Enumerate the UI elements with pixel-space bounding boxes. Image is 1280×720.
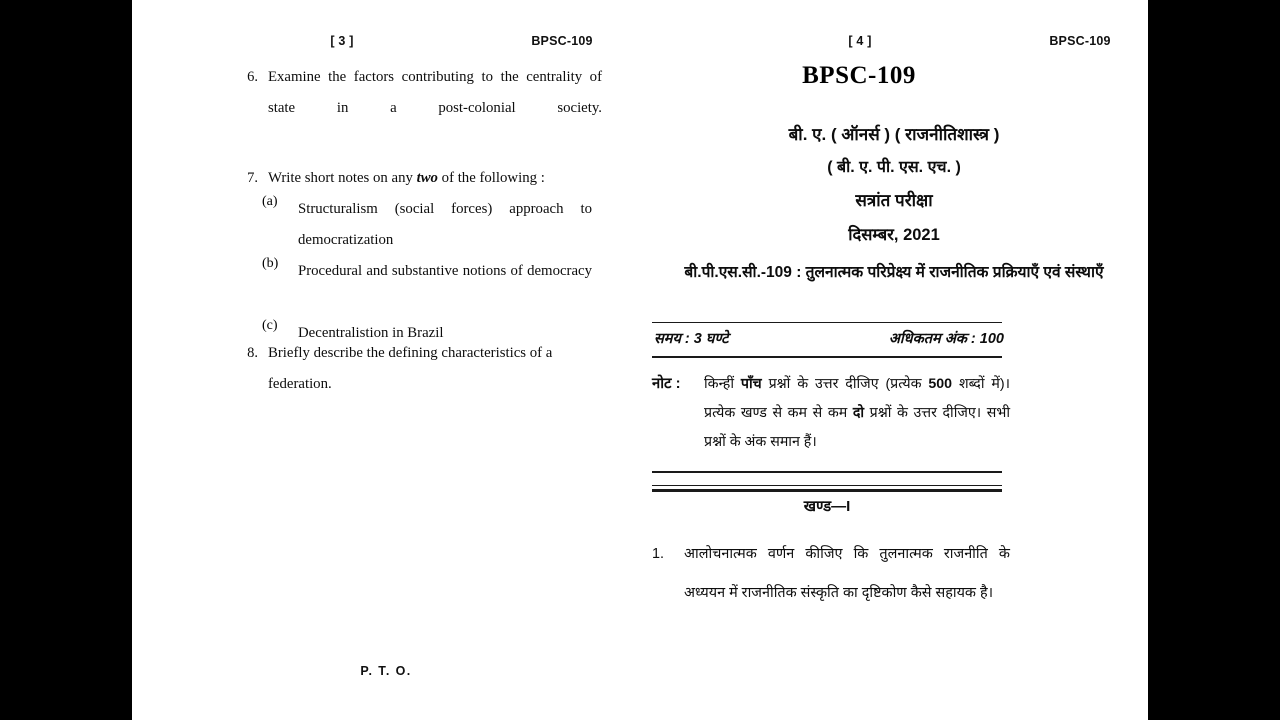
note-text-part-4: प्रश्नों के उत्तर दीजिए। सभी प्रश्नों के अंक समान हैं। — [704, 405, 1010, 450]
question-7-subitem-a-text: Structuralism (social forces) approach to democratization — [298, 201, 592, 248]
rule-above-section-lower — [652, 489, 1002, 492]
note-text-part-2: प्रश्नों के उत्तर दीजिए (प्रत्येक — [761, 376, 929, 392]
note-bold-two: दो — [852, 405, 865, 421]
paper-code-right: BPSC-109 — [1049, 34, 1111, 48]
note-bold-five: पाँच — [740, 376, 762, 392]
maximum-marks-label: अधिकतम अंक : 100 — [888, 331, 1004, 347]
page-right — [640, 0, 1148, 720]
paper-code-heading: BPSC-109 — [802, 62, 916, 89]
paper-code-left: BPSC-109 — [531, 34, 593, 48]
question-8-number: 8. — [247, 345, 258, 361]
question-7-stem-emphasis: two — [416, 170, 438, 186]
rule-below-time-row — [652, 356, 1002, 358]
rule-above-section-thin — [652, 471, 1002, 473]
running-head-left — [222, 34, 662, 52]
note-label: नोट : — [652, 376, 681, 392]
question-7-subitem-b-text: Procedural and substantive notions of democracy — [298, 263, 592, 279]
note-text — [704, 370, 1010, 457]
rule-above-section-upper — [652, 485, 1002, 486]
hindi-question-1-number: 1. — [652, 546, 665, 562]
question-7-subitem-a-label: (a) — [262, 194, 278, 209]
question-6-text: Examine the factors contributing to the centrality of state in a post-colonial society. — [268, 69, 602, 116]
note-text-part-1: किन्हीं — [704, 376, 741, 392]
question-7-subitem-a — [262, 194, 592, 256]
degree-line: बी. ए. ( ऑनर्स ) ( राजनीतिशास्त्र ) — [788, 125, 1000, 144]
section-heading: खण्ड—I — [803, 498, 851, 515]
course-title: बी.पी.एस.सी.-109 : तुलनात्मक परिप्रेक्ष्य में राजनीतिक प्रक्रियाएँ एवं संस्थाएँ — [684, 264, 1104, 281]
page-number-right: [ 4 ] — [848, 34, 872, 48]
time-label: समय : 3 घण्टे — [654, 331, 729, 347]
note-bold-500: 500 — [928, 376, 953, 392]
page-number-left: [ 3 ] — [330, 34, 354, 48]
running-head-right — [740, 34, 1180, 52]
scanned-page-sheet — [132, 0, 1148, 720]
rule-above-time-row — [652, 322, 1002, 323]
question-7-stem — [268, 163, 602, 194]
question-7-subitem-c-label: (c) — [262, 318, 278, 333]
exam-session-line: सत्रांत परीक्षा — [855, 191, 933, 210]
note-text-part-3: शब्दों में)। प्रत्येक खण्ड से कम से कम — [704, 376, 1010, 421]
question-7-subitem-c-text: Decentralistion in Brazil — [298, 325, 444, 341]
question-7-stem-before: Write short notes on any — [268, 170, 417, 186]
question-7-stem-after: of the following : — [437, 170, 545, 186]
exam-date-line: दिसम्बर, 2021 — [848, 226, 940, 244]
page-left — [132, 0, 640, 720]
degree-abbreviation-line: ( बी. ए. पी. एस. एच. ) — [827, 159, 961, 176]
hindi-question-1-text: आलोचनात्मक वर्णन कीजिए कि तुलनात्मक राजनीति के अध्ययन में राजनीतिक संस्कृति का दृष्टिकोण कैसे सहायक है। — [684, 546, 1010, 601]
question-8-text: Briefly describe the defining characteristics of a federation. — [268, 345, 553, 392]
question-7-number: 7. — [247, 170, 258, 186]
pto-footer: P. T. O. — [360, 664, 412, 678]
question-7-subitem-b-label: (b) — [262, 256, 279, 271]
question-6-number: 6. — [247, 69, 258, 85]
question-7-subitem-b — [262, 256, 592, 287]
